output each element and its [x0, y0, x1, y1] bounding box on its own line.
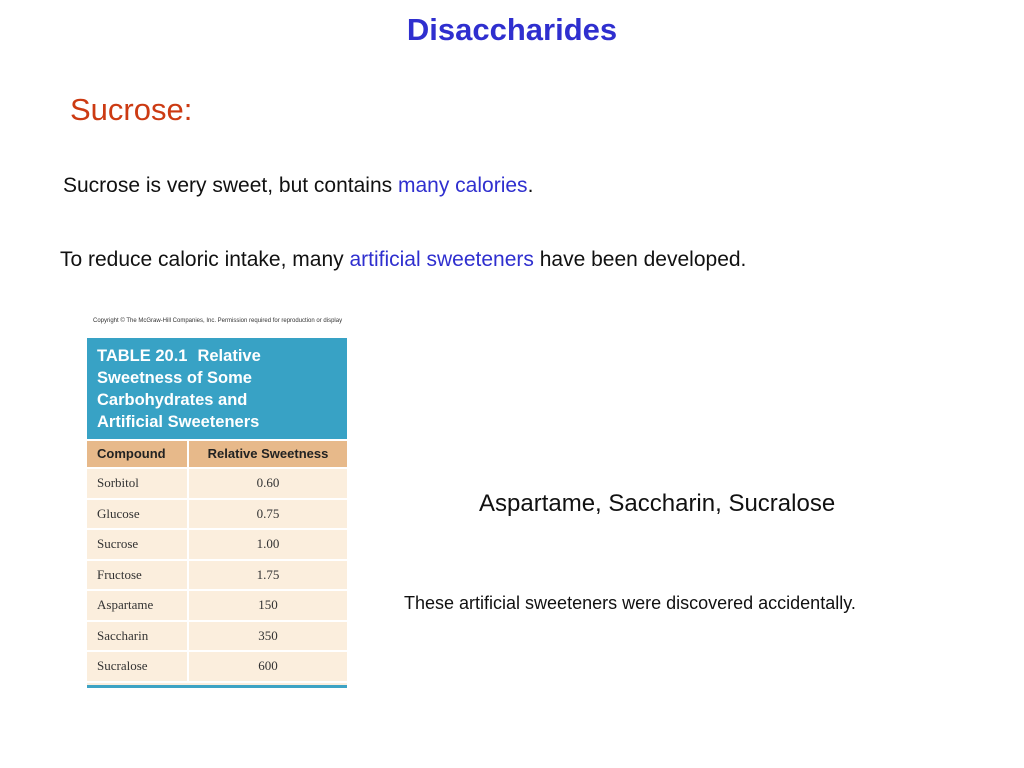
table-title-line-3: Carbohydrates and: [97, 391, 248, 409]
sweeteners-list: Aspartame, Saccharin, Sucralose: [479, 490, 836, 517]
compound-cell: Sorbitol: [87, 469, 189, 498]
column-header-relative-sweetness: Relative Sweetness: [207, 446, 329, 461]
many-calories-highlight: many calories: [398, 174, 528, 197]
sweetness-cell: 0.60: [256, 475, 280, 490]
table-title-line-2: Sweetness of Some: [97, 369, 252, 387]
sweetness-cell: 150: [258, 597, 278, 612]
caloric-intake-end: have been developed.: [533, 248, 747, 271]
table-header: [87, 338, 347, 439]
slide-title: Disaccharides: [406, 12, 618, 47]
artificial-sweeteners-highlight: artificial sweeteners: [349, 248, 534, 271]
compound-cell: Saccharin: [87, 622, 189, 651]
sweetness-cell: 600: [258, 658, 278, 673]
table-column-headers: [87, 439, 347, 469]
sweetness-cell: 1.00: [256, 536, 280, 551]
slide-subtitle: Sucrose:: [70, 92, 193, 127]
sucrose-statement-text: Sucrose is very sweet, but contains: [63, 174, 398, 197]
sweetness-cell: 1.75: [256, 566, 280, 582]
table-row: [87, 622, 347, 653]
table-title-part-1: Relative: [197, 347, 261, 365]
table-copyright: Copyright © The McGraw-Hill Companies, Inc. Permission required for reproduction or display: [93, 318, 343, 324]
compound-cell: Sucrose: [87, 530, 189, 559]
discovery-note: These artificial sweeteners were discovered accidentally.: [404, 593, 856, 613]
table-row: [87, 652, 347, 683]
sweetness-cell: 350: [258, 627, 278, 643]
caloric-intake-statement: [60, 248, 746, 272]
table-title-line-1: [97, 345, 339, 367]
column-header-compound: Compound: [87, 441, 189, 467]
sucrose-statement-end: .: [527, 174, 534, 197]
caloric-intake-text: To reduce caloric intake, many: [60, 248, 350, 271]
compound-cell: Aspartame: [87, 591, 189, 620]
table-row: [87, 500, 347, 531]
table-title-line-4: Artificial Sweeteners: [97, 413, 260, 431]
sweetness-table: [87, 338, 347, 688]
compound-cell: Glucose: [87, 500, 189, 529]
sucrose-statement: [63, 174, 533, 198]
compound-cell: Sucralose: [87, 652, 189, 681]
compound-cell: Fructose: [87, 561, 189, 590]
table-row: [87, 591, 347, 622]
table-row: [87, 469, 347, 500]
table-row: [87, 530, 347, 561]
table-number: TABLE 20.1: [97, 347, 188, 365]
table-row: [87, 561, 347, 592]
sweetness-cell: 0.75: [256, 505, 280, 521]
